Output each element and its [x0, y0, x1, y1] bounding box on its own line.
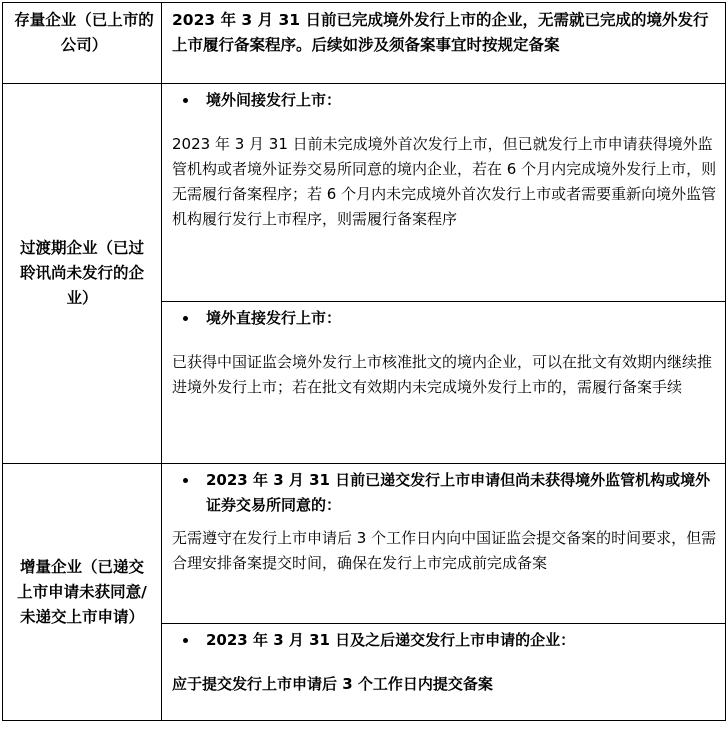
category-cell [3, 3, 162, 84]
description-text: 2023 年 3 月 31 日前已完成境外发行上市的企业，无需就已完成的境外发行上市履行备案程序。后续如涉及须备案事宜时按规定备案 [172, 11, 709, 54]
section-body: 应于提交发行上市申请后 3 个工作日内提交备案 [172, 675, 493, 693]
section-body: 2023 年 3 月 31 日前未完成境外首次发行上市，但已就发行上市申请获得境外监管机构或者境外证券交易所同意的境内企业，若在 6 个月内完成境外发行上市，则无需履行备案程序；若 6 个月内未完成境外首次发行上市或者需要重新向境外监管机构履行发行上市程序，则需履行备案程序 [172, 135, 717, 228]
section-heading: 境外间接发行上市： [172, 84, 717, 113]
category-label: 过渡期企业（已过聆讯尚未发行的企业） [19, 239, 144, 307]
table-row [3, 84, 726, 302]
description-cell [162, 3, 726, 84]
category-cell [3, 464, 162, 721]
category-cell [3, 84, 162, 464]
table-row [3, 464, 726, 624]
bullet-icon [172, 306, 198, 321]
bullet-icon [172, 468, 198, 483]
section-cell [162, 624, 726, 721]
section-heading: 2023 年 3 月 31 日前已递交发行上市申请但尚未获得境外监管机构或境外证券交易所同意的： [172, 464, 717, 518]
table-row [3, 3, 726, 84]
section-cell [162, 302, 726, 464]
bullet-icon [172, 628, 198, 643]
category-label: 增量企业（已递交上市申请未获同意/未递交上市申请） [17, 557, 147, 626]
section-body: 已获得中国证监会境外发行上市核准批文的境内企业，可以在批文有效期内继续推进境外发行上市；若在批文有效期内未完成境外发行上市的，需履行备案手续 [172, 353, 713, 396]
filing-rules-table [2, 2, 726, 721]
section-heading: 2023 年 3 月 31 日及之后递交发行上市申请的企业： [172, 624, 717, 653]
section-cell [162, 464, 726, 624]
section-cell [162, 84, 726, 302]
section-heading: 境外直接发行上市： [172, 302, 717, 331]
section-body: 无需遵守在发行上市申请后 3 个工作日内向中国证监会提交备案的时间要求，但需合理安排备案提交时间，确保在发行上市完成前完成备案 [172, 529, 717, 572]
bullet-icon [172, 88, 198, 103]
category-label: 存量企业（已上市的公司） [14, 11, 154, 54]
